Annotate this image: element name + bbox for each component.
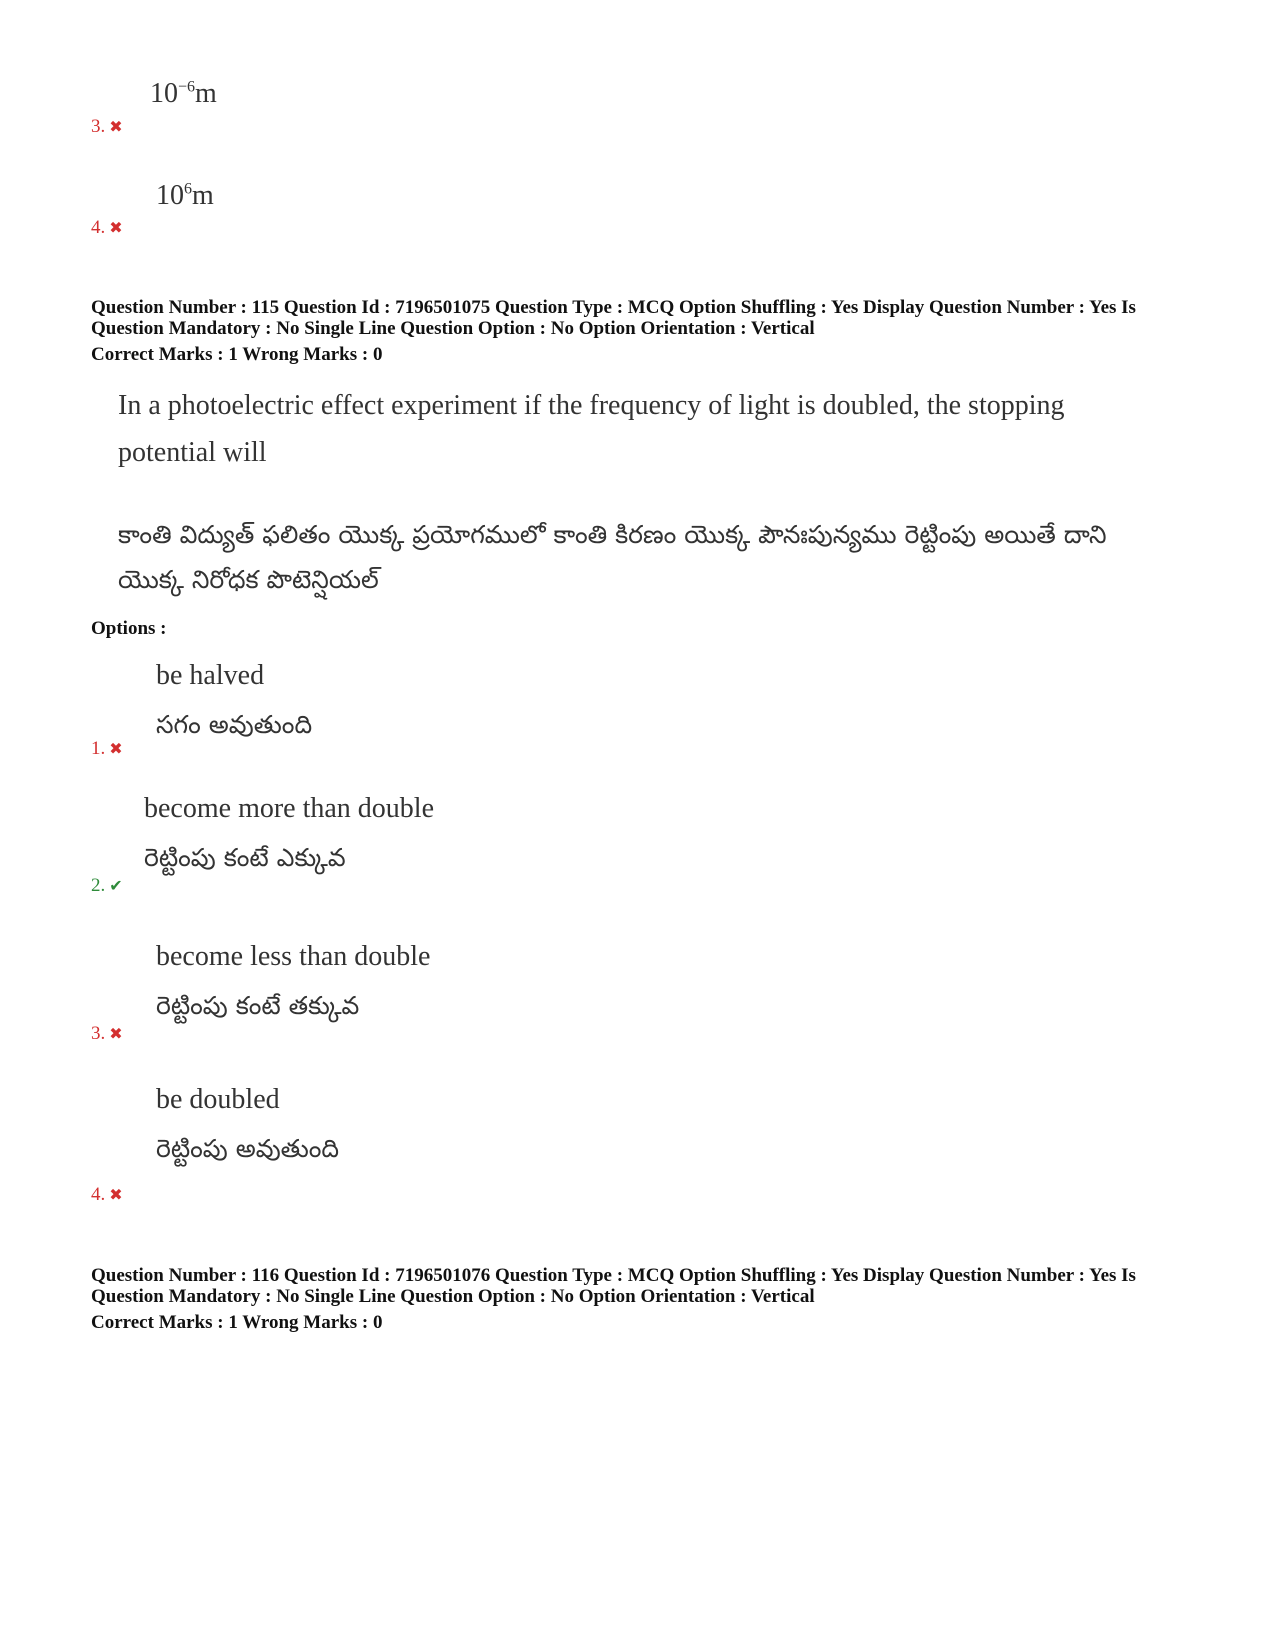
q115-meta-line-1: Question Number : 115 Question Id : 7196501075 Question Type : MCQ Option Shuffling : Yes Display Question Number : Yes Is [91,297,1136,318]
prev-option-4-number [91,217,123,239]
q115-option-3-te: రెట్టింపు కంటే తక్కువ [156,991,360,1020]
q115-meta-line-2: Question Mandatory : No Single Line Question Option : No Option Orientation : Vertical [91,318,815,339]
q115-option-3-number [91,1023,123,1045]
wrong-mark-icon: ✖ [109,220,123,237]
prev-option-4-text [156,180,214,212]
q116-marks: Correct Marks : 1 Wrong Marks : 0 [91,1312,383,1333]
q115-question-en-line-1: In a photoelectric effect experiment if the frequency of light is doubled, the stopping [118,390,1065,421]
wrong-mark-icon: ✖ [109,741,123,758]
prev-option-3-exponent: −6 [178,78,196,96]
wrong-mark-icon: ✖ [109,1187,123,1204]
q115-question-en-line-2: potential will [118,437,267,468]
q116-meta-line-1: Question Number : 116 Question Id : 7196501076 Question Type : MCQ Option Shuffling : Yes Display Question Number : Yes Is [91,1265,1136,1286]
q115-option-3-en: become less than double [156,941,431,972]
q115-option-2-te: రెట్టింపు కంటే ఎక్కువ [144,843,346,872]
prev-option-3-unit: m [195,78,217,109]
prev-option-4-number-label: 4. [91,217,106,238]
prev-option-4-exponent: 6 [184,180,192,198]
q115-option-1-te: సగం అవుతుంది [156,710,313,739]
wrong-mark-icon: ✖ [109,119,123,136]
prev-option-3-base: 10 [150,78,178,109]
q115-option-2-number [91,875,123,897]
prev-option-3-number [91,116,123,138]
q115-option-4-te: రెట్టింపు అవుతుంది [156,1134,340,1163]
q115-option-1-en: be halved [156,660,265,691]
q116-meta-line-2: Question Mandatory : No Single Line Question Option : No Option Orientation : Vertical [91,1286,815,1307]
prev-option-3-text [150,78,217,110]
options-label: Options : [91,618,167,639]
prev-option-4-base: 10 [156,180,184,211]
prev-option-3-number-label: 3. [91,116,106,137]
wrong-mark-icon: ✖ [109,1026,123,1043]
q115-option-1-number [91,738,123,760]
q115-question-te-line-2: యొక్క నిరోధక పొటెన్షియల్ [118,565,379,594]
prev-option-4-unit: m [192,180,214,211]
q115-option-2-number-label: 2. [91,875,106,896]
correct-mark-icon: ✔ [109,878,123,895]
q115-option-4-number [91,1184,123,1206]
q115-option-2-en: become more than double [144,793,435,824]
q115-option-3-number-label: 3. [91,1023,106,1044]
q115-marks: Correct Marks : 1 Wrong Marks : 0 [91,344,383,365]
q115-option-4-en: be doubled [156,1084,280,1115]
q115-option-1-number-label: 1. [91,738,106,759]
q115-option-4-number-label: 4. [91,1184,106,1205]
q115-question-te-line-1: కాంతి విద్యుత్ ఫలితం యొక్క ప్రయోగములో కాంతి కిరణం యొక్క పౌనఃపున్యము రెట్టింపు అయితే దాని [118,520,1107,549]
